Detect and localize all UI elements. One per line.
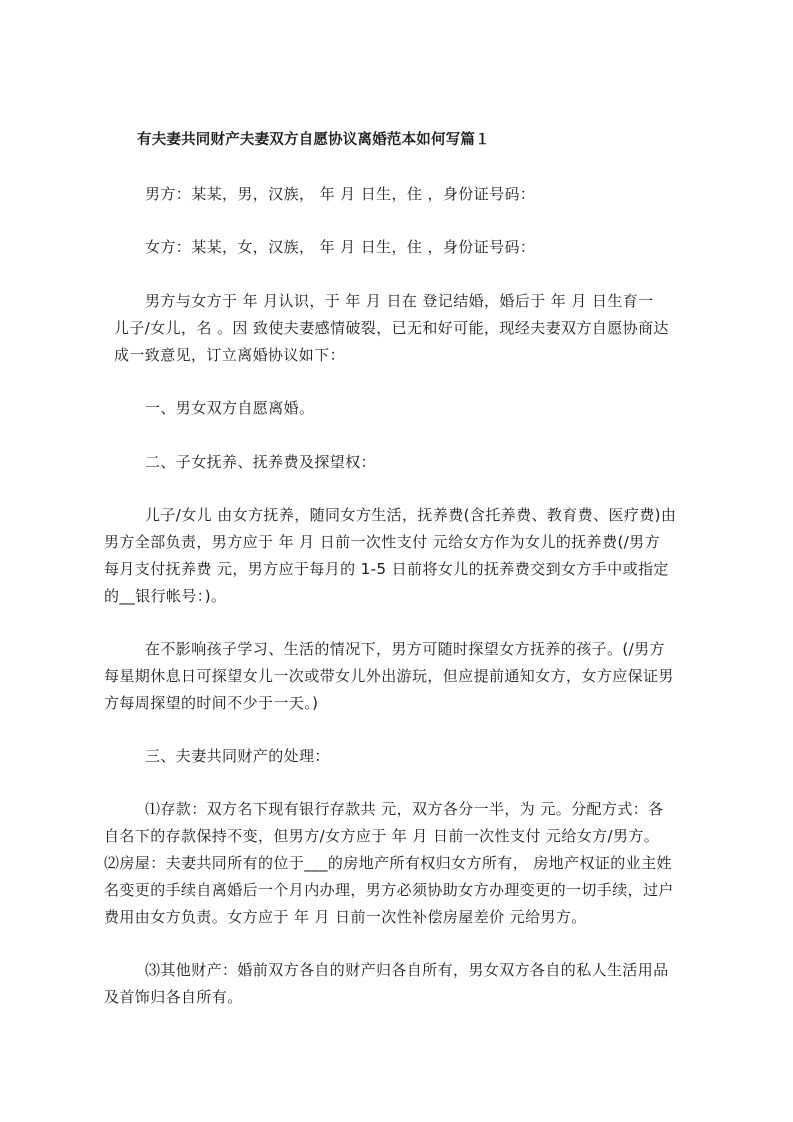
paragraph-line: 每月支付抚养费 元，男方应于每月的 1-5 日前将女儿的抚养费交到女方手中或指定 [104,560,669,578]
document-title: 有夫妻共同财产夫妻双方自愿协议离婚范本如何写篇１ [137,132,490,148]
section-heading-2: 二、子女抚养、抚养费及探望权： [145,453,377,471]
paragraph-line: 自名下的存款保持不变，但男方/女方应于 年 月 日前一次性支付 元给女方/男方。 [104,827,660,845]
paragraph-line: ⑴存款：双方名下现有银行存款共 元，双方各分一半，为 元。分配方式：各 [145,800,664,818]
paragraph-line: 的__银行帐号：)。 [104,587,227,605]
paragraph-line: 费用由女方负责。女方应于 年 月 日前一次性补偿房屋差价 元给男方。 [104,908,587,926]
party-female-line: 女方：某某，女，汉族， 年 月 日生，住 ，身份证号码： [145,238,536,256]
paragraph-line: 方每周探望的时间不少于一天。) [104,694,319,712]
paragraph-line: 儿子/女儿，名 。因 致使夫妻感情破裂，已无和好可能，现经夫妻双方自愿协商达 [114,319,669,337]
paragraph-line: ⑵房屋：夫妻共同所有的位于___的房地产所有权归女方所有， 房地产权证的业主姓 [104,854,672,872]
paragraph-line: ⑶其他财产：婚前双方各自的财产归各自所有，男女双方各自的私人生活用品 [145,961,669,979]
paragraph-line: 儿子/女儿 由女方抚养，随同女方生活，抚养费(含托养费、教育费、医疗费)由 [145,506,677,524]
paragraph-line: 在不影响孩子学习、生活的情况下，男方可随时探望女方抚养的孩子。(/男方 [145,640,665,658]
section-heading-1: 一、男女双方自愿离婚。 [145,399,315,417]
paragraph-line: 成一致意见，订立离婚协议如下： [114,346,346,364]
paragraph-line: 每星期休息日可探望女儿一次或带女儿外出游玩，但应提前通知女方，女方应保证男 [104,667,674,685]
paragraph-line: 及首饰归各自所有。 [104,988,243,1006]
paragraph-line: 男方与女方于 年 月认识，于 年 月 日在 登记结婚，婚后于 年 月 日生育一 [145,292,654,310]
paragraph-line: 男方全部负责，男方应于 年 月 日前一次性支付 元给女方作为女儿的抚养费(/男方 [104,533,660,551]
paragraph-line: 名变更的手续自离婚后一个月内办理，男方必须协助女方办理变更的一切手续，过户 [104,881,674,899]
section-heading-3: 三、夫妻共同财产的处理： [145,747,330,765]
party-male-line: 男方：某某，男，汉族， 年 月 日生，住 ，身份证号码： [145,185,536,203]
